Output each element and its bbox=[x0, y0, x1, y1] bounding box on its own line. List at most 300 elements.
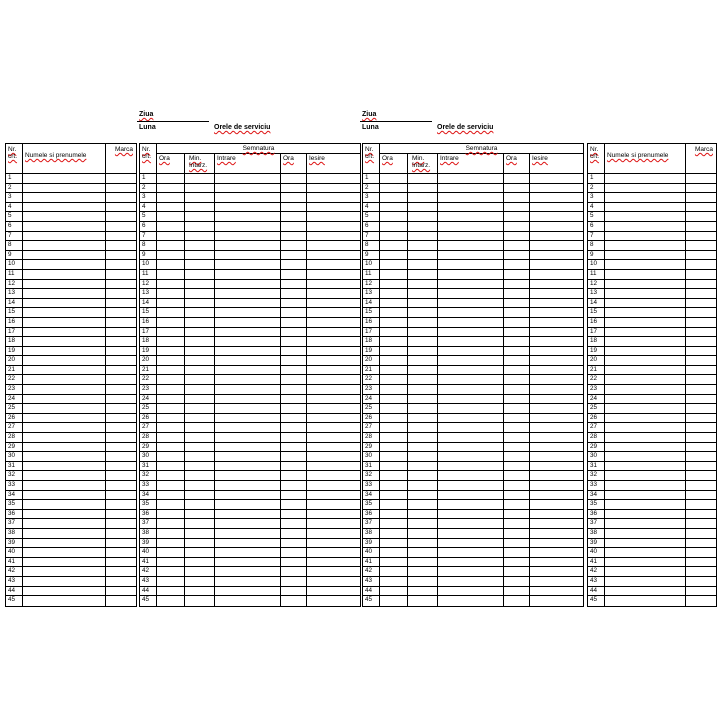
blank-entry-cell[interactable] bbox=[185, 500, 215, 509]
blank-entry-cell[interactable] bbox=[380, 395, 408, 404]
blank-entry-cell[interactable] bbox=[380, 510, 408, 519]
blank-entry-cell[interactable] bbox=[23, 519, 106, 528]
blank-entry-cell[interactable] bbox=[215, 548, 281, 557]
blank-entry-cell[interactable] bbox=[686, 395, 716, 404]
blank-entry-cell[interactable] bbox=[215, 587, 281, 596]
blank-entry-cell[interactable] bbox=[185, 328, 215, 337]
blank-entry-cell[interactable] bbox=[281, 529, 307, 538]
blank-entry-cell[interactable] bbox=[605, 519, 686, 528]
blank-entry-cell[interactable] bbox=[605, 385, 686, 394]
blank-entry-cell[interactable] bbox=[215, 318, 281, 327]
blank-entry-cell[interactable] bbox=[605, 510, 686, 519]
blank-entry-cell[interactable] bbox=[215, 299, 281, 308]
blank-entry-cell[interactable] bbox=[504, 347, 530, 356]
blank-entry-cell[interactable] bbox=[686, 539, 716, 548]
blank-entry-cell[interactable] bbox=[281, 395, 307, 404]
blank-entry-cell[interactable] bbox=[185, 587, 215, 596]
blank-entry-cell[interactable] bbox=[307, 491, 360, 500]
blank-entry-cell[interactable] bbox=[686, 404, 716, 413]
blank-entry-cell[interactable] bbox=[106, 519, 136, 528]
blank-entry-cell[interactable] bbox=[215, 280, 281, 289]
blank-entry-cell[interactable] bbox=[504, 260, 530, 269]
blank-entry-cell[interactable] bbox=[408, 289, 438, 298]
blank-entry-cell[interactable] bbox=[504, 471, 530, 480]
blank-entry-cell[interactable] bbox=[23, 414, 106, 423]
blank-entry-cell[interactable] bbox=[106, 462, 136, 471]
blank-entry-cell[interactable] bbox=[307, 337, 360, 346]
blank-entry-cell[interactable] bbox=[504, 203, 530, 212]
blank-entry-cell[interactable] bbox=[23, 337, 106, 346]
blank-entry-cell[interactable] bbox=[380, 308, 408, 317]
blank-entry-cell[interactable] bbox=[686, 452, 716, 461]
blank-entry-cell[interactable] bbox=[504, 232, 530, 241]
blank-entry-cell[interactable] bbox=[605, 328, 686, 337]
blank-entry-cell[interactable] bbox=[307, 471, 360, 480]
blank-entry-cell[interactable] bbox=[215, 193, 281, 202]
blank-entry-cell[interactable] bbox=[380, 539, 408, 548]
blank-entry-cell[interactable] bbox=[504, 443, 530, 452]
blank-entry-cell[interactable] bbox=[438, 289, 504, 298]
blank-entry-cell[interactable] bbox=[23, 558, 106, 567]
blank-entry-cell[interactable] bbox=[106, 299, 136, 308]
blank-entry-cell[interactable] bbox=[281, 596, 307, 606]
blank-entry-cell[interactable] bbox=[185, 289, 215, 298]
blank-entry-cell[interactable] bbox=[215, 174, 281, 183]
blank-entry-cell[interactable] bbox=[530, 577, 583, 586]
blank-entry-cell[interactable] bbox=[686, 519, 716, 528]
blank-entry-cell[interactable] bbox=[605, 203, 686, 212]
blank-entry-cell[interactable] bbox=[307, 443, 360, 452]
blank-entry-cell[interactable] bbox=[307, 433, 360, 442]
blank-entry-cell[interactable] bbox=[530, 193, 583, 202]
blank-entry-cell[interactable] bbox=[408, 539, 438, 548]
blank-entry-cell[interactable] bbox=[307, 587, 360, 596]
blank-entry-cell[interactable] bbox=[504, 375, 530, 384]
blank-entry-cell[interactable] bbox=[686, 308, 716, 317]
blank-entry-cell[interactable] bbox=[157, 184, 185, 193]
blank-entry-cell[interactable] bbox=[215, 404, 281, 413]
blank-entry-cell[interactable] bbox=[157, 241, 185, 250]
blank-entry-cell[interactable] bbox=[408, 529, 438, 538]
blank-entry-cell[interactable] bbox=[686, 433, 716, 442]
blank-entry-cell[interactable] bbox=[530, 462, 583, 471]
blank-entry-cell[interactable] bbox=[408, 462, 438, 471]
blank-entry-cell[interactable] bbox=[438, 299, 504, 308]
blank-entry-cell[interactable] bbox=[438, 174, 504, 183]
blank-entry-cell[interactable] bbox=[185, 539, 215, 548]
blank-entry-cell[interactable] bbox=[530, 510, 583, 519]
blank-entry-cell[interactable] bbox=[504, 356, 530, 365]
blank-entry-cell[interactable] bbox=[408, 443, 438, 452]
blank-entry-cell[interactable] bbox=[605, 184, 686, 193]
blank-entry-cell[interactable] bbox=[605, 232, 686, 241]
blank-entry-cell[interactable] bbox=[530, 356, 583, 365]
blank-entry-cell[interactable] bbox=[605, 587, 686, 596]
blank-entry-cell[interactable] bbox=[281, 308, 307, 317]
blank-entry-cell[interactable] bbox=[686, 385, 716, 394]
blank-entry-cell[interactable] bbox=[157, 404, 185, 413]
blank-entry-cell[interactable] bbox=[23, 395, 106, 404]
blank-entry-cell[interactable] bbox=[504, 184, 530, 193]
blank-entry-cell[interactable] bbox=[281, 299, 307, 308]
blank-entry-cell[interactable] bbox=[686, 203, 716, 212]
blank-entry-cell[interactable] bbox=[281, 577, 307, 586]
blank-entry-cell[interactable] bbox=[438, 462, 504, 471]
blank-entry-cell[interactable] bbox=[185, 174, 215, 183]
blank-entry-cell[interactable] bbox=[307, 366, 360, 375]
blank-entry-cell[interactable] bbox=[686, 471, 716, 480]
blank-entry-cell[interactable] bbox=[23, 193, 106, 202]
blank-entry-cell[interactable] bbox=[408, 241, 438, 250]
blank-entry-cell[interactable] bbox=[106, 347, 136, 356]
blank-entry-cell[interactable] bbox=[307, 260, 360, 269]
blank-entry-cell[interactable] bbox=[185, 596, 215, 606]
blank-entry-cell[interactable] bbox=[504, 251, 530, 260]
blank-entry-cell[interactable] bbox=[380, 404, 408, 413]
blank-entry-cell[interactable] bbox=[215, 308, 281, 317]
blank-entry-cell[interactable] bbox=[686, 491, 716, 500]
blank-entry-cell[interactable] bbox=[23, 318, 106, 327]
blank-entry-cell[interactable] bbox=[185, 423, 215, 432]
blank-entry-cell[interactable] bbox=[686, 356, 716, 365]
blank-entry-cell[interactable] bbox=[408, 232, 438, 241]
blank-entry-cell[interactable] bbox=[185, 414, 215, 423]
blank-entry-cell[interactable] bbox=[281, 567, 307, 576]
blank-entry-cell[interactable] bbox=[438, 385, 504, 394]
blank-entry-cell[interactable] bbox=[157, 548, 185, 557]
blank-entry-cell[interactable] bbox=[686, 423, 716, 432]
blank-entry-cell[interactable] bbox=[157, 270, 185, 279]
blank-entry-cell[interactable] bbox=[23, 481, 106, 490]
blank-entry-cell[interactable] bbox=[530, 452, 583, 461]
blank-entry-cell[interactable] bbox=[307, 222, 360, 231]
blank-entry-cell[interactable] bbox=[157, 596, 185, 606]
blank-entry-cell[interactable] bbox=[605, 193, 686, 202]
blank-entry-cell[interactable] bbox=[380, 328, 408, 337]
blank-entry-cell[interactable] bbox=[686, 251, 716, 260]
blank-entry-cell[interactable] bbox=[686, 241, 716, 250]
blank-entry-cell[interactable] bbox=[605, 270, 686, 279]
blank-entry-cell[interactable] bbox=[530, 385, 583, 394]
blank-entry-cell[interactable] bbox=[281, 347, 307, 356]
blank-entry-cell[interactable] bbox=[157, 347, 185, 356]
blank-entry-cell[interactable] bbox=[438, 203, 504, 212]
blank-entry-cell[interactable] bbox=[23, 280, 106, 289]
blank-entry-cell[interactable] bbox=[380, 500, 408, 509]
blank-entry-cell[interactable] bbox=[408, 404, 438, 413]
blank-entry-cell[interactable] bbox=[605, 491, 686, 500]
blank-entry-cell[interactable] bbox=[281, 548, 307, 557]
blank-entry-cell[interactable] bbox=[504, 241, 530, 250]
blank-entry-cell[interactable] bbox=[281, 337, 307, 346]
blank-entry-cell[interactable] bbox=[185, 203, 215, 212]
blank-entry-cell[interactable] bbox=[380, 548, 408, 557]
blank-entry-cell[interactable] bbox=[157, 529, 185, 538]
blank-entry-cell[interactable] bbox=[504, 280, 530, 289]
blank-entry-cell[interactable] bbox=[686, 587, 716, 596]
blank-entry-cell[interactable] bbox=[307, 328, 360, 337]
blank-entry-cell[interactable] bbox=[185, 481, 215, 490]
blank-entry-cell[interactable] bbox=[307, 203, 360, 212]
blank-entry-cell[interactable] bbox=[185, 241, 215, 250]
blank-entry-cell[interactable] bbox=[281, 203, 307, 212]
blank-entry-cell[interactable] bbox=[504, 212, 530, 221]
blank-entry-cell[interactable] bbox=[281, 510, 307, 519]
blank-entry-cell[interactable] bbox=[408, 596, 438, 606]
blank-entry-cell[interactable] bbox=[686, 375, 716, 384]
blank-entry-cell[interactable] bbox=[605, 318, 686, 327]
blank-entry-cell[interactable] bbox=[307, 567, 360, 576]
blank-entry-cell[interactable] bbox=[380, 251, 408, 260]
blank-entry-cell[interactable] bbox=[185, 529, 215, 538]
blank-entry-cell[interactable] bbox=[185, 385, 215, 394]
blank-entry-cell[interactable] bbox=[106, 481, 136, 490]
blank-entry-cell[interactable] bbox=[23, 241, 106, 250]
blank-entry-cell[interactable] bbox=[530, 251, 583, 260]
blank-entry-cell[interactable] bbox=[530, 587, 583, 596]
blank-entry-cell[interactable] bbox=[408, 375, 438, 384]
blank-entry-cell[interactable] bbox=[605, 395, 686, 404]
blank-entry-cell[interactable] bbox=[380, 347, 408, 356]
blank-entry-cell[interactable] bbox=[307, 318, 360, 327]
blank-entry-cell[interactable] bbox=[504, 548, 530, 557]
blank-entry-cell[interactable] bbox=[281, 184, 307, 193]
blank-entry-cell[interactable] bbox=[185, 558, 215, 567]
blank-entry-cell[interactable] bbox=[106, 385, 136, 394]
blank-entry-cell[interactable] bbox=[686, 174, 716, 183]
blank-entry-cell[interactable] bbox=[215, 500, 281, 509]
blank-entry-cell[interactable] bbox=[504, 299, 530, 308]
blank-entry-cell[interactable] bbox=[408, 337, 438, 346]
blank-entry-cell[interactable] bbox=[215, 519, 281, 528]
blank-entry-cell[interactable] bbox=[438, 577, 504, 586]
blank-entry-cell[interactable] bbox=[408, 280, 438, 289]
blank-entry-cell[interactable] bbox=[686, 567, 716, 576]
blank-entry-cell[interactable] bbox=[307, 577, 360, 586]
blank-entry-cell[interactable] bbox=[307, 404, 360, 413]
blank-entry-cell[interactable] bbox=[185, 308, 215, 317]
blank-entry-cell[interactable] bbox=[605, 423, 686, 432]
blank-entry-cell[interactable] bbox=[605, 280, 686, 289]
blank-entry-cell[interactable] bbox=[438, 232, 504, 241]
blank-entry-cell[interactable] bbox=[185, 452, 215, 461]
blank-entry-cell[interactable] bbox=[307, 212, 360, 221]
blank-entry-cell[interactable] bbox=[23, 548, 106, 557]
blank-entry-cell[interactable] bbox=[380, 193, 408, 202]
blank-entry-cell[interactable] bbox=[281, 318, 307, 327]
blank-entry-cell[interactable] bbox=[408, 184, 438, 193]
blank-entry-cell[interactable] bbox=[106, 395, 136, 404]
blank-entry-cell[interactable] bbox=[106, 529, 136, 538]
blank-entry-cell[interactable] bbox=[106, 241, 136, 250]
blank-entry-cell[interactable] bbox=[157, 356, 185, 365]
blank-entry-cell[interactable] bbox=[106, 212, 136, 221]
blank-entry-cell[interactable] bbox=[686, 232, 716, 241]
blank-entry-cell[interactable] bbox=[23, 452, 106, 461]
blank-entry-cell[interactable] bbox=[157, 500, 185, 509]
blank-entry-cell[interactable] bbox=[504, 318, 530, 327]
blank-entry-cell[interactable] bbox=[106, 232, 136, 241]
blank-entry-cell[interactable] bbox=[438, 481, 504, 490]
blank-entry-cell[interactable] bbox=[307, 423, 360, 432]
blank-entry-cell[interactable] bbox=[185, 222, 215, 231]
blank-entry-cell[interactable] bbox=[23, 270, 106, 279]
blank-entry-cell[interactable] bbox=[215, 577, 281, 586]
blank-entry-cell[interactable] bbox=[438, 193, 504, 202]
blank-entry-cell[interactable] bbox=[605, 366, 686, 375]
blank-entry-cell[interactable] bbox=[504, 529, 530, 538]
blank-entry-cell[interactable] bbox=[686, 500, 716, 509]
blank-entry-cell[interactable] bbox=[23, 212, 106, 221]
blank-entry-cell[interactable] bbox=[530, 212, 583, 221]
blank-entry-cell[interactable] bbox=[686, 260, 716, 269]
blank-entry-cell[interactable] bbox=[157, 443, 185, 452]
blank-entry-cell[interactable] bbox=[157, 289, 185, 298]
blank-entry-cell[interactable] bbox=[157, 471, 185, 480]
blank-entry-cell[interactable] bbox=[215, 558, 281, 567]
blank-entry-cell[interactable] bbox=[106, 328, 136, 337]
blank-entry-cell[interactable] bbox=[185, 548, 215, 557]
blank-entry-cell[interactable] bbox=[605, 289, 686, 298]
blank-entry-cell[interactable] bbox=[185, 337, 215, 346]
blank-entry-cell[interactable] bbox=[215, 510, 281, 519]
blank-entry-cell[interactable] bbox=[530, 318, 583, 327]
blank-entry-cell[interactable] bbox=[281, 491, 307, 500]
blank-entry-cell[interactable] bbox=[686, 289, 716, 298]
blank-entry-cell[interactable] bbox=[215, 596, 281, 606]
blank-entry-cell[interactable] bbox=[380, 280, 408, 289]
blank-entry-cell[interactable] bbox=[438, 567, 504, 576]
blank-entry-cell[interactable] bbox=[504, 289, 530, 298]
blank-entry-cell[interactable] bbox=[686, 270, 716, 279]
blank-entry-cell[interactable] bbox=[605, 539, 686, 548]
blank-entry-cell[interactable] bbox=[106, 443, 136, 452]
blank-entry-cell[interactable] bbox=[438, 587, 504, 596]
blank-entry-cell[interactable] bbox=[157, 337, 185, 346]
blank-entry-cell[interactable] bbox=[408, 471, 438, 480]
blank-entry-cell[interactable] bbox=[380, 337, 408, 346]
blank-entry-cell[interactable] bbox=[106, 596, 136, 606]
blank-entry-cell[interactable] bbox=[185, 491, 215, 500]
blank-entry-cell[interactable] bbox=[281, 289, 307, 298]
blank-entry-cell[interactable] bbox=[438, 423, 504, 432]
blank-entry-cell[interactable] bbox=[215, 337, 281, 346]
blank-entry-cell[interactable] bbox=[408, 251, 438, 260]
blank-entry-cell[interactable] bbox=[307, 500, 360, 509]
blank-entry-cell[interactable] bbox=[215, 471, 281, 480]
blank-entry-cell[interactable] bbox=[530, 500, 583, 509]
blank-entry-cell[interactable] bbox=[106, 222, 136, 231]
blank-entry-cell[interactable] bbox=[530, 308, 583, 317]
blank-entry-cell[interactable] bbox=[408, 500, 438, 509]
blank-entry-cell[interactable] bbox=[504, 193, 530, 202]
blank-entry-cell[interactable] bbox=[686, 318, 716, 327]
blank-entry-cell[interactable] bbox=[504, 433, 530, 442]
blank-entry-cell[interactable] bbox=[23, 404, 106, 413]
blank-entry-cell[interactable] bbox=[157, 395, 185, 404]
blank-entry-cell[interactable] bbox=[686, 462, 716, 471]
blank-entry-cell[interactable] bbox=[281, 212, 307, 221]
blank-entry-cell[interactable] bbox=[438, 452, 504, 461]
blank-entry-cell[interactable] bbox=[106, 423, 136, 432]
blank-entry-cell[interactable] bbox=[281, 443, 307, 452]
blank-entry-cell[interactable] bbox=[157, 567, 185, 576]
blank-entry-cell[interactable] bbox=[157, 558, 185, 567]
blank-entry-cell[interactable] bbox=[686, 510, 716, 519]
blank-entry-cell[interactable] bbox=[504, 222, 530, 231]
blank-entry-cell[interactable] bbox=[380, 385, 408, 394]
blank-entry-cell[interactable] bbox=[185, 318, 215, 327]
blank-entry-cell[interactable] bbox=[408, 366, 438, 375]
blank-entry-cell[interactable] bbox=[605, 299, 686, 308]
blank-entry-cell[interactable] bbox=[686, 548, 716, 557]
blank-entry-cell[interactable] bbox=[106, 251, 136, 260]
blank-entry-cell[interactable] bbox=[215, 414, 281, 423]
blank-entry-cell[interactable] bbox=[185, 251, 215, 260]
blank-entry-cell[interactable] bbox=[281, 270, 307, 279]
blank-entry-cell[interactable] bbox=[408, 433, 438, 442]
blank-entry-cell[interactable] bbox=[438, 596, 504, 606]
blank-entry-cell[interactable] bbox=[686, 337, 716, 346]
blank-entry-cell[interactable] bbox=[530, 519, 583, 528]
blank-entry-cell[interactable] bbox=[281, 193, 307, 202]
blank-entry-cell[interactable] bbox=[530, 539, 583, 548]
blank-entry-cell[interactable] bbox=[530, 404, 583, 413]
blank-entry-cell[interactable] bbox=[605, 404, 686, 413]
blank-entry-cell[interactable] bbox=[23, 289, 106, 298]
blank-entry-cell[interactable] bbox=[530, 366, 583, 375]
blank-entry-cell[interactable] bbox=[438, 280, 504, 289]
blank-entry-cell[interactable] bbox=[281, 366, 307, 375]
blank-entry-cell[interactable] bbox=[215, 375, 281, 384]
blank-entry-cell[interactable] bbox=[605, 558, 686, 567]
blank-entry-cell[interactable] bbox=[605, 577, 686, 586]
blank-entry-cell[interactable] bbox=[504, 366, 530, 375]
blank-entry-cell[interactable] bbox=[23, 443, 106, 452]
blank-entry-cell[interactable] bbox=[215, 203, 281, 212]
blank-entry-cell[interactable] bbox=[530, 260, 583, 269]
blank-entry-cell[interactable] bbox=[504, 519, 530, 528]
blank-entry-cell[interactable] bbox=[530, 280, 583, 289]
blank-entry-cell[interactable] bbox=[530, 270, 583, 279]
blank-entry-cell[interactable] bbox=[215, 270, 281, 279]
blank-entry-cell[interactable] bbox=[307, 539, 360, 548]
blank-entry-cell[interactable] bbox=[504, 567, 530, 576]
blank-entry-cell[interactable] bbox=[530, 423, 583, 432]
blank-entry-cell[interactable] bbox=[408, 510, 438, 519]
blank-entry-cell[interactable] bbox=[438, 433, 504, 442]
blank-entry-cell[interactable] bbox=[281, 356, 307, 365]
blank-entry-cell[interactable] bbox=[307, 596, 360, 606]
blank-entry-cell[interactable] bbox=[686, 212, 716, 221]
blank-entry-cell[interactable] bbox=[504, 328, 530, 337]
blank-entry-cell[interactable] bbox=[106, 587, 136, 596]
blank-entry-cell[interactable] bbox=[106, 404, 136, 413]
blank-entry-cell[interactable] bbox=[504, 414, 530, 423]
blank-entry-cell[interactable] bbox=[504, 452, 530, 461]
blank-entry-cell[interactable] bbox=[380, 471, 408, 480]
blank-entry-cell[interactable] bbox=[380, 366, 408, 375]
blank-entry-cell[interactable] bbox=[215, 539, 281, 548]
blank-entry-cell[interactable] bbox=[185, 212, 215, 221]
blank-entry-cell[interactable] bbox=[215, 452, 281, 461]
blank-entry-cell[interactable] bbox=[23, 174, 106, 183]
blank-entry-cell[interactable] bbox=[215, 260, 281, 269]
blank-entry-cell[interactable] bbox=[23, 596, 106, 606]
blank-entry-cell[interactable] bbox=[307, 462, 360, 471]
blank-entry-cell[interactable] bbox=[504, 596, 530, 606]
blank-entry-cell[interactable] bbox=[380, 299, 408, 308]
